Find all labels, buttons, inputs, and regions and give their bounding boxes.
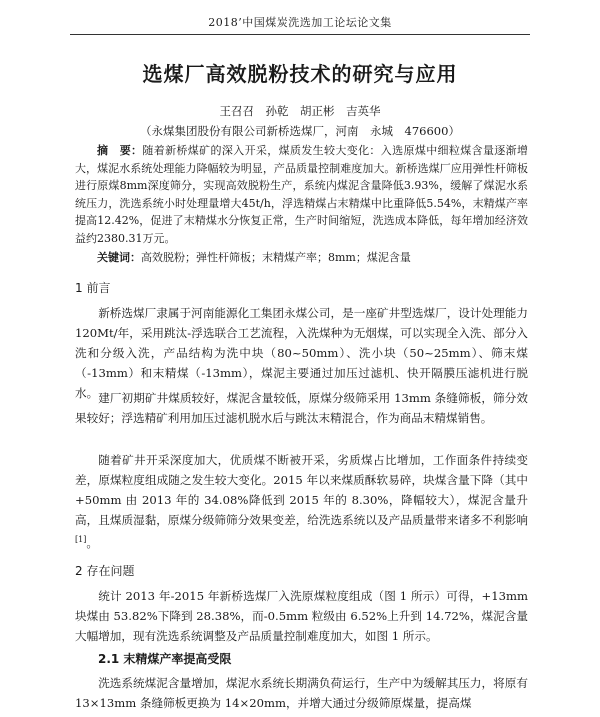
intro-paragraph-3-text: 随着矿井开采深度加大，优质煤不断被开采，劣质煤占比增加，工作面条件持续变差，原煤粒度组成随之发生较大变化。2015 年以来煤质酥软易碎，块煤含量下降（其中+50mm 由 2013 年的 34.08%降低到 2015 年的 8.30%，降幅较大），煤泥含量升高，且煤质湿黏，原煤分级筛筛分效果变差，给洗选系统以及产品质量带来诸多不利影响 (75, 453, 528, 527)
paper-title: 选煤厂高效脱粉技术的研究与应用 (142, 62, 458, 86)
keywords-text: 高效脱粉；弹性杆筛板；末精煤产率；8mm；煤泥含量 (141, 251, 411, 264)
intro-paragraph-3-end: 。 (86, 535, 98, 550)
abstract-text: 随着新桥煤矿的深入开采，煤质发生较大变化：入选原煤中细粒煤含量逐渐增大，煤泥水系统处理能力降幅较为明显，产品质量控制难度加大。新桥选煤厂应用弹性杆筛板进行原煤8mm深度筛分，实现高效脱粉生产，系统内煤泥含量降低3.93%，缓解了煤泥水系统压力，洗选系统小时处理量增大45t/h，浮选精煤占末精煤中比重降低5.54%，末精煤产率提高12.42%，促进了末精煤水分恢复正常，生产时间缩短，洗选成本降低，每年增加经济效益约2380.31万元。 (75, 144, 528, 245)
problems-paragraph-1: 统计 2013 年-2015 年新桥选煤厂入洗原煤粒度组成（图 1 所示）可得，+13mm 块煤由 53.82%下降到 28.38%，而-0.5mm 粒级由 6.52%上升到 14.72%，煤泥含量大幅增加，现有洗选系统调整及产品质量控制难度加大，如图 1 所示。 (75, 589, 528, 643)
intro-paragraph-2: 建厂初期矿井煤质较好，煤泥含量较低，原煤分级筛采用 13mm 条缝筛板，筛分效果较好；浮选精矿利用加压过滤机脱水后与跳汰末精混合，作为商品末精煤销售。 (75, 391, 528, 425)
keywords-label: 关键词： (97, 251, 141, 264)
abstract (75, 142, 528, 247)
running-header: 2018’中国煤炭洗选加工论坛论文集 (70, 14, 530, 35)
section-heading-intro: 1 前言 (75, 281, 111, 295)
keywords (75, 249, 528, 266)
section-heading-problems: 2 存在问题 (75, 564, 135, 578)
intro-paragraph-3 (75, 450, 528, 553)
subsection-heading-2-1: 2.1 末精煤产率提高受限 (98, 652, 232, 666)
subsection-2-1-paragraph: 洗选系统煤泥含量增加，煤泥水系统长期满负荷运行，生产中为缓解其压力，将原有 13×13mm 条缝筛板更换为 14×20mm，并增大通过分级筛原煤量，提高煤 (75, 676, 528, 710)
paper-authors: 王召召 孙乾 胡正彬 吉英华 (219, 104, 381, 118)
citation-ref-1: [1] (75, 535, 87, 544)
intro-paragraph-1: 新桥选煤厂隶属于河南能源化工集团永煤公司，是一座矿井型选煤厂，设计处理能力 120Mt/年，采用跳汰-浮选联合工艺流程，入洗煤种为无烟煤，可以实现全入洗、部分入洗和分级入洗，产品结构为洗中块（80~50mm）、洗小块（50~25mm）、筛末煤（-13mm）和末精煤（-13mm），煤泥主要通过加压过滤机、快开隔膜压滤机进行脱水。 (75, 306, 528, 400)
paper-affiliation: （永煤集团股份有限公司新桥选煤厂，河南 永城 476600） (140, 124, 460, 138)
abstract-label: 摘 要： (97, 144, 143, 157)
